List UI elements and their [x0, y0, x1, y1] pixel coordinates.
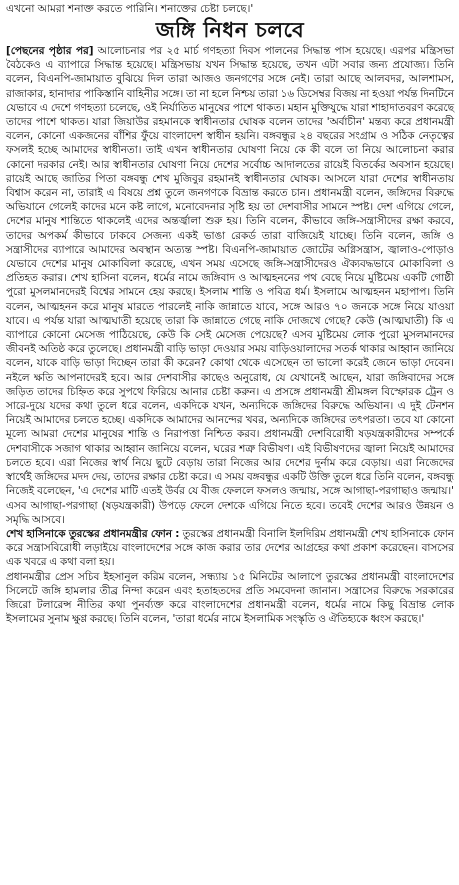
- continuation-tag: [পেছনের পৃষ্ঠার পর]: [6, 45, 94, 57]
- article-paragraph: প্রধানমন্ত্রীর প্রেস সচিব ইহসানুল করিম বলেন, সন্ধ্যায় ১৫ মিনিটের আলাপে তুরস্কের প্রধানমন্ত্রী বাংলাদেশের সিলেটে জঙ্গি হামলার তীব্র নিন্দা করেন এবং হতাহতদের প্রতি সমবেদনা জানান। সন্ত্রাসের বিরুদ্ধে সরকারের জিরো টলারেন্স নীতির কথা পুনর্ব্যক্ত করে বাংলাদেশের প্রধানমন্ত্রী বলেন, ধর্মের নামে কিছু বিভ্রান্ত লোক ইসলামের সুনাম ক্ষুণ্ণ করছে। তিনি বলেন, 'তারা ধর্মের নামে ইসলামিক সংস্কৃতি ও ঐতিহ্যকে ধ্বংস করছে।': [6, 570, 454, 626]
- article-paragraph: [6, 527, 454, 570]
- article-paragraph: [6, 44, 454, 527]
- article-subheading: শেখ হাসিনাকে তুরস্কের প্রধানমন্ত্রীর ফোন :: [6, 527, 180, 540]
- paragraph-text: আলোচনার পর ২৫ মার্চ গণহত্যা দিবস পালনের সিদ্ধান্ত পাস হয়েছে। এরপর মন্ত্রিসভা বৈঠকেও এ ব্যাপারে সিদ্ধান্ত হয়েছে। মন্ত্রিসভায় যখন সিদ্ধান্ত হয়েছে, তখন এটা সবার জন্য প্রযোজ্য। তিনি বলেন, বিএনপি-জামায়াত বুঝিয়ে দিল তারা আজও জনগণের সঙ্গে নেই। তারা আছে আলবদর, আলশামস, রাজাকার, হানাদার পাকিস্তানি বাহিনীর সঙ্গে। তা না হলে নিশ্চয় তারা ১৬ ডিসেম্বর বিজয় না হওয়া পর্যন্ত দিনটিনে যেভাবে এ দেশে গণহত্যা চলেছে, ওই নির্যাতিত মানুষের পাশে থাকত। মহান মুক্তিযুদ্ধে যারা শাহাদাতবরণ করেছে তাদের পাশে থাকত। যারা জিয়াউর রহমানকে স্বাধীনতার ঘোষক বলেন তাদের 'অর্বাচীন' মন্তব্য করে প্রধানমন্ত্রী বলেন, কোনো একজনের বাঁশির ফুঁয়ে বাংলাদেশ স্বাধীন হয়নি। বঙ্গবন্ধুর ২৪ বছরের সংগ্রাম ও সঠিক নেতৃত্বের ফসলই হচ্ছে আমাদের স্বাধীনতা। তাই এখন স্বাধীনতার ঘোষণা নিয়ে কে কী বলে তা নিয়ে আলোচনা করার কোনো দরকার নেই। আর স্বাধীনতার ঘোষণা নিয়ে দেশের সর্বোচ্চ আদালতের রায়েই বিতর্কের অবসান হয়েছে। রায়েই আছে জাতির পিতা বঙ্গবন্ধু শেখ মুজিবুর রহমানই স্বাধীনতার ঘোষক। আসলে যারা দেশের স্বাধীনতায় বিশ্বাস করেন না, তারাই এ বিষয়ে প্রশ্ন তুলে জনগণকে বিভ্রান্ত করতে চান। প্রধানমন্ত্রী বলেন, জঙ্গিদের বিরুদ্ধে অভিযানে গেলেই কাদের মনে কষ্ট লাগে, মনোবেদনার সৃষ্টি হয় তা দেশবাসীর সামনে স্পষ্ট। দেশ এগিয়ে গেলে, দেশের মানুষ শান্তিতে থাকলেই এদের অন্তর্জ্বালা শুরু হয়। তিনি বলেন, কীভাবে জঙ্গি-সন্ত্রাসীদের রক্ষা করবে, তাদের অপকর্ম কীভাবে ঢাকবে সেজন্য একই ভাঙা রেকর্ড তারা বাজিয়েই যাচ্ছে। তিনি বলেন, জঙ্গি ও সন্ত্রাসীদের ব্যাপারে আমাদের অবস্থান অত্যন্ত স্পষ্ট। বিএনপি-জামায়াত জোটের অগ্নিসন্ত্রাস, জ্বালাও-পোড়াও যেভাবে দেশের মানুষ মোকাবিলা করেছে, এখন সময় এসেছে জঙ্গি-সন্ত্রাসীদেরও ঐক্যবদ্ধভাবে মোকাবিলা ও প্রতিহত করার। শেখ হাসিনা বলেন, ধর্মের নামে জঙ্গিবাদ ও আত্মহননের পথ বেছে নিয়ে মুষ্টিমেয় একটি গোষ্ঠী পুরো মুসলমানদেরই বিশ্বের সামনে হেয় করছে। ইসলাম শান্তি ও পবিত্র ধর্ম। ইসলামে আত্মহনন মহাপাপ। তিনি বলেন, আত্মহনন করে মানুষ মারতে পারলেই নাকি জান্নাতে যাবে, সঙ্গে আরও ৭০ জনকে সঙ্গে নিয়ে যাওয়া যাবে। এ পর্যন্ত যারা আত্মঘাতী হয়েছে তারা কি জান্নাতে গেছে নাকি দোজখে গেছে? কেউ (আত্মঘাতী) কি এ ব্যাপারে কোনো মেসেজ পাঠিয়েছে, কেউ কি সেই মেসেজ পেয়েছে? এসব মুষ্টিমেয় লোক পুরো মুসলমানদের জীবনই অতিষ্ঠ করে তুলেছে। প্রধানমন্ত্রী বাড়ি ভাড়া দেওয়ার সময় বাড়িওয়ালাদের সতর্ক থাকার আহ্বান জানিয়ে বলেন, যাকে বাড়ি ভাড়া দিচ্ছেন তারা কী করেন? কোথা থেকে এসেছেন তা ভালো করেই জেনে ভাড়া দেবেন। নইলে ক্ষতি আপনাদেরই হবে। আর দেশবাসীর কাছেও অনুরোধ, যে যেখানেই আছেন, যারা জঙ্গিবাদের সঙ্গে জড়িত তাদের চিহ্নিত করে সুপথে ফিরিয়ে আনার চেষ্টা করুন। এ প্রসঙ্গে প্রধানমন্ত্রী শ্রীমঙ্গল বিস্ফোরক ট্রেন ও সারে-দুয়ে যদের কথা তুলে ধরে বলেন, একদিকে যখন, অন্যদিকে জঙ্গিদের বিরুদ্ধে অভিযান। এ দুই টেনশন নিয়েই আমাদের চলতে হচ্ছে। একদিকে আমাদের আনন্দের খবর, অন্যদিকে জঙ্গিদের তৎপরতা। তবে যা কোনো মূল্যে আমরা দেশের মানুষের শান্তি ও নিরাপত্তা নিশ্চিত করব। প্রধানমন্ত্রী দেশবিরোধী ষড়যন্ত্রকারীদের সম্পর্কে দেশবাসীকে সজাগ থাকার আহ্বান জানিয়ে বলেন, ঘরের শত্রু বিভীষণ। এই বিভীষণদের জ্বালা নিয়েই আমাদের চলতে হবে। এরা নিজের স্বার্থ নিয়ে ছুটে বেড়ায় তারা নিজের আর দেশের দুর্নাম করে বেড়ায়। এরা নিজেদের স্বার্থেই জঙ্গিদের মদদ দেয়, তাদের রক্ষার চেষ্টা করে। এ সময় বঙ্গবন্ধুর একটি উক্তি তুলে ধরে তিনি বলেন, বঙ্গবন্ধু নিজেই বলেছেন, 'এ দেশের মাটি এতই উর্বর যে বীজ ফেললে ফসলও জন্মায়, সঙ্গে আগাছা-পরগাছাও জন্মায়।' এসব আগাছা-পরগাছা (ষড়যন্ত্রকারী) উপড়ে ফেলে দেশকে এগিয়ে নিতে হবে। তবেই দেশের আরও উন্নয়ন ও সমৃদ্ধি আসবে।: [6, 45, 454, 526]
- previous-article-tail: এখনো আমরা শনাক্ত করতে পারিনি। শনাক্তের চেষ্টা চলছে।': [6, 3, 254, 15]
- paragraph-text: তুরস্কের প্রধানমন্ত্রী বিনালি ইলদিরিম প্রধানমন্ত্রী শেখ হাসিনাকে ফোন করে সন্ত্রাসবিরোধী লড়াইয়ে বাংলাদেশের সঙ্গে কাজ করার তার দেশের আগ্রহের কথা প্রকাশ করেছেন। বাসসের এক খবরে এ কথা বলা হয়।: [6, 527, 455, 569]
- article-body: [6, 44, 454, 626]
- article-headline: জঙ্গি নিধন চলবে: [155, 18, 305, 42]
